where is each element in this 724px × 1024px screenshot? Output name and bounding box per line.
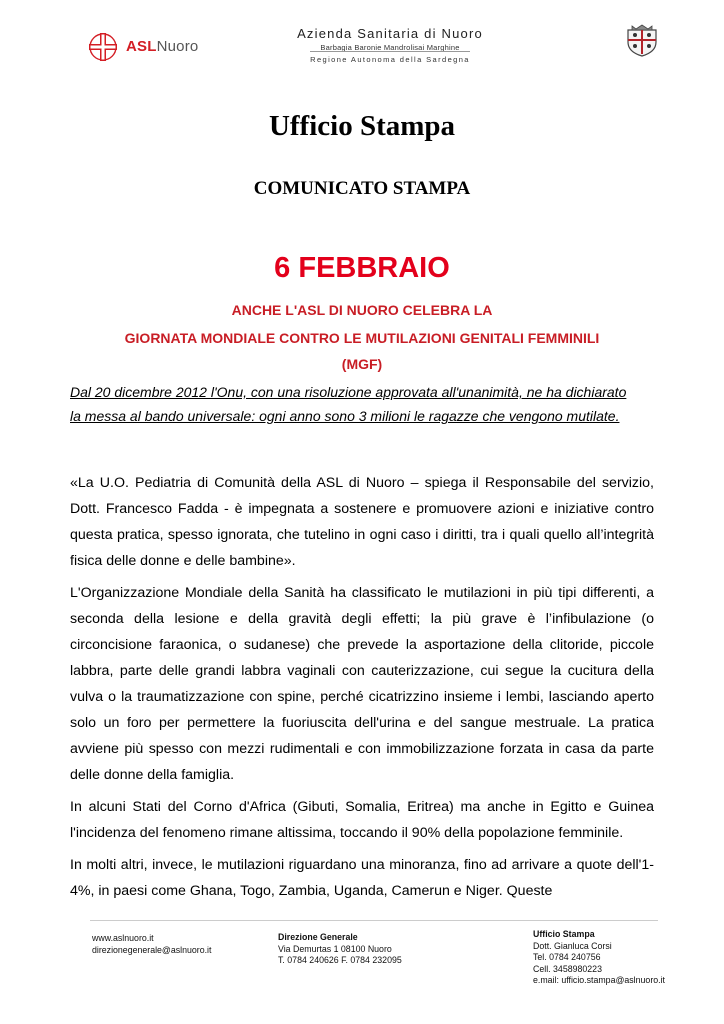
headline-line: ANCHE L'ASL DI NUORO CELEBRA LA [231, 302, 493, 318]
headline-line: (MGF) [341, 356, 383, 372]
body-paragraph: In alcuni Stati del Corno d'Africa (Gibuti, Somalia, Eritrea) ma anche in Egitto e Guinea l'incidenza del fenomeno rimane altissima, toccando il 90% della popolazione femminile. [70, 799, 654, 841]
article-body [70, 470, 654, 910]
headline-line: GIORNATA MONDIALE CONTRO LE MUTILAZIONI GENITALI FEMMINILI [124, 330, 600, 346]
footer-web-contacts [92, 933, 211, 956]
footer-ufficio-stampa [533, 929, 665, 987]
subtitle-line: Dal 20 dicembre 2012 l'Onu, con una risoluzione approvata all'unanimità, ne ha dichiarato [70, 384, 627, 400]
subtitle-line: la messa al bando universale: ogni anno sono 3 milioni le ragazze che vengono mutilate. [70, 408, 620, 424]
footer-email[interactable]: e.mail: ufficio.stampa@aslnuoro.it [533, 975, 665, 985]
footer-divider [90, 920, 658, 921]
body-paragraph: «La U.O. Pediatria di Comunità della ASL di Nuoro – spiega il Responsabile del servizio, Dott. Francesco Fadda - è impegnata a sostenere e promuovere azioni e iniziative contro questa pratica, spesso ignorata, che tutelino in ogni caso i diritti, tra i quali quello all’integrità fisica delle donne e delle bambine». [70, 475, 654, 569]
footer-address: Via Demurtas 1 08100 Nuoro [278, 943, 392, 954]
footer-phone: Tel. 0784 240756 [533, 952, 601, 962]
asl-cross-icon [86, 30, 120, 64]
footer-mobile: Cell. 3458980223 [533, 963, 602, 974]
email-link[interactable]: direzionegenerale@aslnuoro.it [92, 944, 212, 955]
body-paragraph: L'Organizzazione Mondiale della Sanità ha classificato le mutilazioni in più tipi differenti, a seconda della lesione e della gravità degli effetti; la più grave è l’infibulazione (o circoncisione faraonica, o sudanese) che prevede la asportazione della clitoride, piccole labbra, parte delle grandi labbra vaginali con cauterizzazione, cui segue la cucitura della vulva o la traumatizzazione con spine, perché cicatrizzino insieme i lembi, lasciando aperto solo un foro per permettere la fuoriuscita dell'urina e del sangue mestruale. La pratica avviene più spesso con mezzi rudimentali e con immobilizzazione forzata in casa da parte delle donne della famiglia. [70, 585, 654, 783]
website-link[interactable]: www.aslnuoro.it [92, 933, 154, 943]
date-heading: 6 FEBBRAIO [274, 252, 450, 284]
footer-direzione-generale [278, 932, 402, 967]
press-release-label: COMUNICATO STAMPA [253, 178, 471, 199]
footer-contact-name: Dott. Gianluca Corsi [533, 940, 612, 951]
agency-region: Regione Autonoma della Sardegna [310, 55, 470, 64]
logo-text [126, 38, 198, 55]
agency-name: Azienda Sanitaria di Nuoro [297, 26, 483, 41]
footer-phone-fax: T. 0784 240626 F. 0784 232095 [278, 955, 402, 965]
footer-section-title: Direzione Generale [278, 932, 358, 942]
body-paragraph: In molti altri, invece, le mutilazioni riguardano una minoranza, fino ad arrivare a quote dell'1-4%, in paesi come Ghana, Togo, Zambia, Uganda, Camerun e Niger. Queste [70, 857, 654, 899]
logo-text-red: ASL [126, 38, 157, 55]
footer-section-title: Ufficio Stampa [533, 929, 595, 939]
agency-subtitle: Barbagia Baronie Mandrolisai Marghine [320, 43, 460, 52]
asl-logo [86, 30, 206, 64]
sardinia-crest-icon [624, 22, 660, 58]
header-divider [310, 51, 470, 52]
office-title: Ufficio Stampa [268, 110, 456, 142]
logo-text-gray: Nuoro [156, 38, 199, 55]
